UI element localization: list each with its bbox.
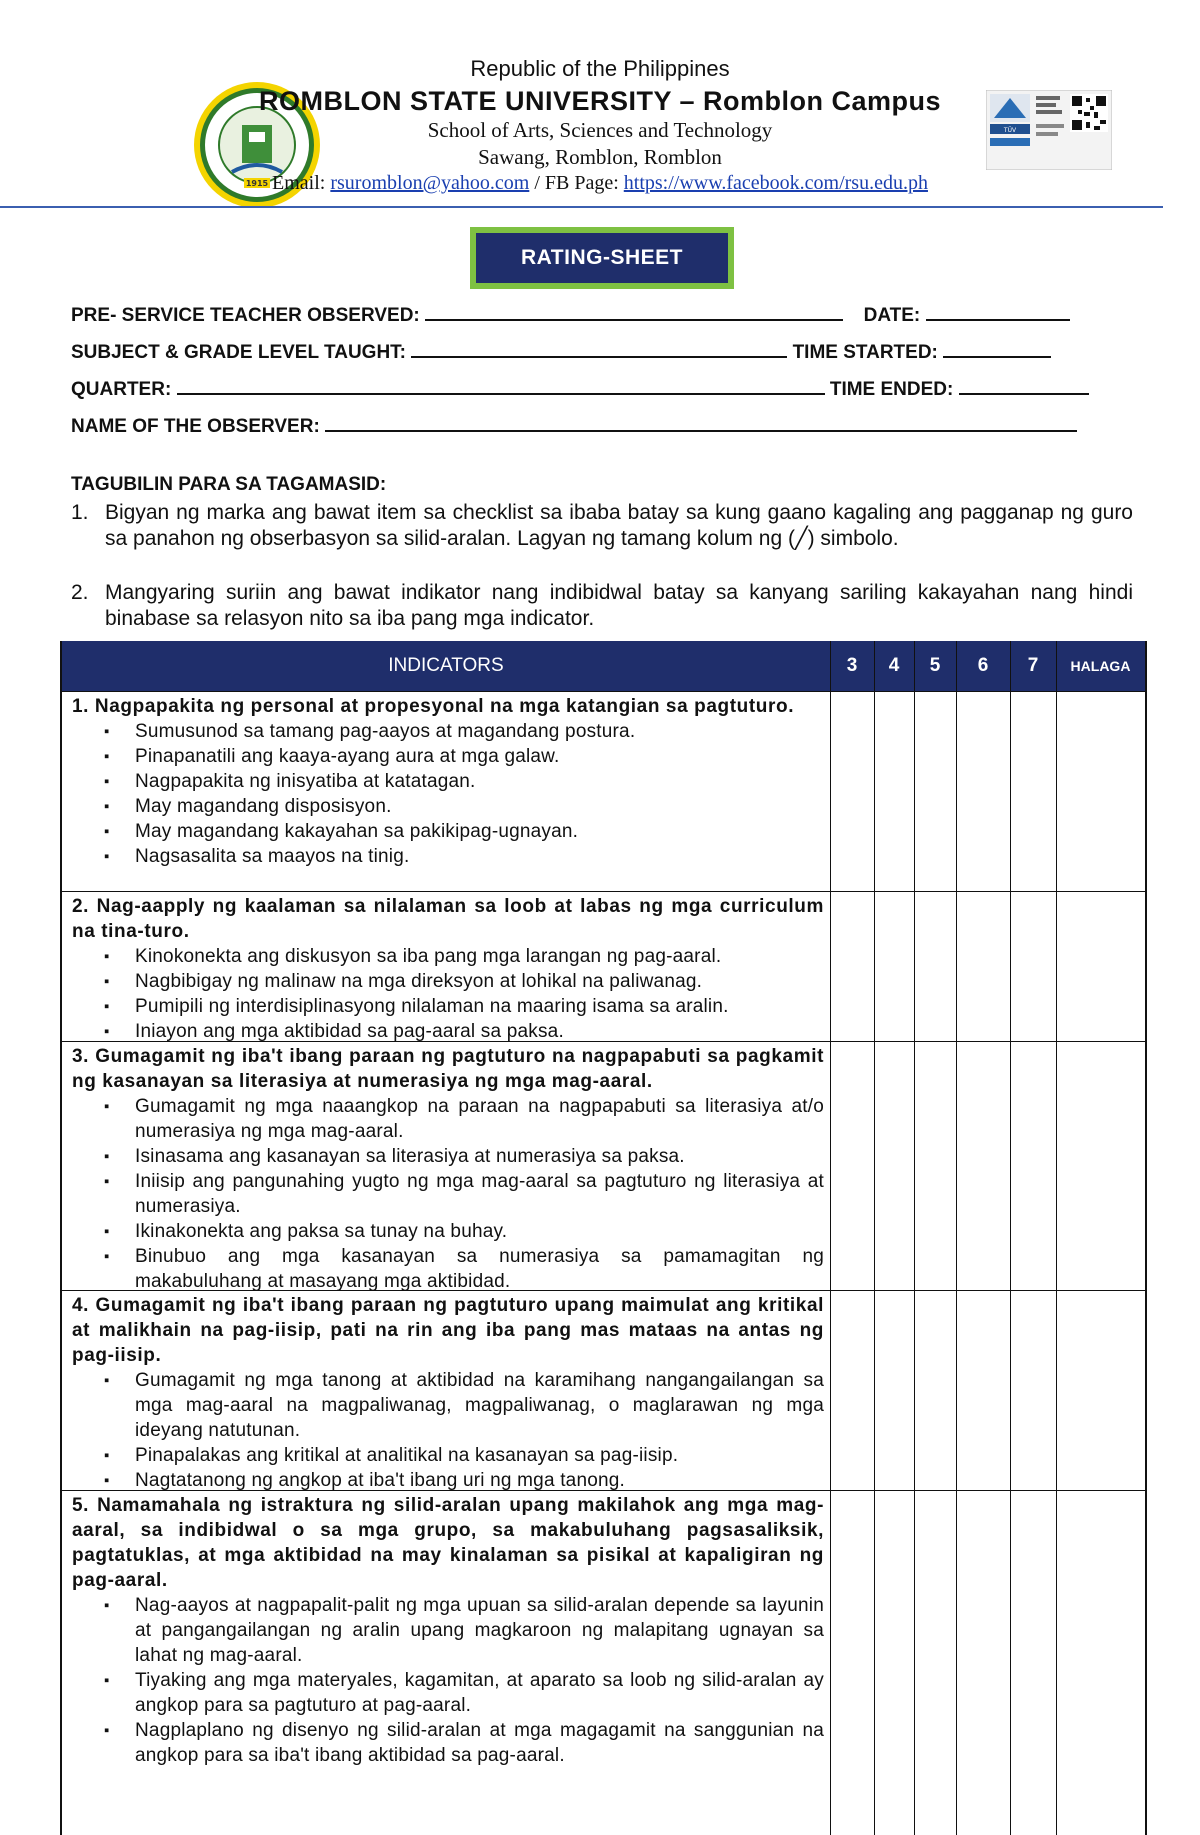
- indicator-item: ▪ Nag-aayos at nagpapalit-palit ng mga upuan sa silid-aralan depende sa layunin at pangangailangan ng aralin upang magkaroon ng malapitang ugnayan sa lahat ng mag-aaral.: [72, 1593, 824, 1668]
- indicator-title: 3. Gumagamit ng iba't ibang paraan ng pagtuturo na nagpapabuti sa pagkamit ng kasanayan sa literasiya at numerasiya ng mga mag-aaral.: [72, 1046, 824, 1092]
- header-score-7: 7: [1027, 655, 1039, 676]
- time-ended-blank[interactable]: [959, 375, 1089, 395]
- svg-text:1915: 1915: [245, 179, 269, 188]
- column-divider: [956, 641, 957, 1835]
- indicator-list: [72, 719, 824, 869]
- indicator-list: [72, 1094, 824, 1294]
- rating-sheet-title-box: [470, 227, 734, 289]
- indicator-title: 1. Nagpapakita ng personal at propesyonal na mga katangian sa pagtuturo.: [72, 696, 795, 717]
- column-divider: [1056, 641, 1057, 1835]
- teacher-blank[interactable]: [425, 301, 843, 321]
- quarter-label: QUARTER:: [71, 379, 172, 400]
- column-divider: [830, 641, 831, 1835]
- field-row-quarter: [71, 375, 1131, 401]
- column-divider: [1010, 641, 1011, 1835]
- indicator-title: 4. Gumagamit ng iba't ibang paraan ng pagtuturo upang maimulat ang kritikal at malikhain na pag-iisip, pati na rin ang iba pang mas mataas na antas ng pag-iisip.: [72, 1295, 824, 1366]
- date-blank[interactable]: [926, 301, 1070, 321]
- iso-certification-badge: [986, 90, 1112, 170]
- subject-label: SUBJECT & GRADE LEVEL TAUGHT:: [71, 342, 406, 363]
- indicator-title: 5. Namamahala ng istraktura ng silid-aralan upang makilahok ang mga mag-aaral, sa indibidwal o sa mga grupo, sa makabuluhang pagsasaliksik, pagtatuklas, at mga aktibidad na may kinalaman sa pisikal at kapaligiran ng pag-aaral.: [72, 1495, 824, 1591]
- header-score-5: 5: [929, 655, 941, 676]
- indicator-item: ▪ Sumusunod sa tamang pag-aayos at magandang postura.: [72, 719, 824, 744]
- table-header-row: [62, 641, 1145, 691]
- indicator-row-3: [72, 1044, 824, 1294]
- indicator-item: ▪ May magandang kakayahan sa pakikipag-ugnayan.: [72, 819, 824, 844]
- instruction-item: [71, 500, 1133, 552]
- time-started-blank[interactable]: [943, 338, 1051, 358]
- subject-blank[interactable]: [411, 338, 787, 358]
- column-divider: [914, 641, 915, 1835]
- contact-line: [0, 172, 1200, 195]
- indicator-item: ▪ Binubuo ang mga kasanayan sa numerasiya sa pamamagitan ng makabuluhang at masayang mga aktibidad.: [72, 1244, 824, 1294]
- indicator-list: [72, 1368, 824, 1493]
- instruction-item: [71, 580, 1133, 632]
- indicator-item: ▪ Gumagamit ng mga tanong at aktibidad na karamihang nangangailangan sa mga mag-aaral na magpaliwanag, magpaliwanag, o maglarawan ng mga ideyang natutunan.: [72, 1368, 824, 1443]
- field-row-subject: [71, 338, 1131, 364]
- instruction-text: Mangyaring suriin ang bawat indikator nang indibidwal batay sa kanyang sariling kakayahan nang hindi binabase sa relasyon nito sa iba pang mga indicator.: [105, 581, 1133, 630]
- instructions-title: TAGUBILIN PARA SA TAGAMASID:: [71, 474, 387, 495]
- republic-line: Republic of the Philippines: [470, 56, 730, 81]
- indicator-item: ▪ Tiyaking ang mga materyales, kagamitan, at aparato sa loob ng silid-aralan ay angkop para sa pagtuturo at pag-aaral.: [72, 1668, 824, 1718]
- row-divider: [62, 691, 1145, 692]
- indicator-row-4: [72, 1293, 824, 1493]
- header-score-6: 6: [977, 655, 989, 676]
- indicator-row-1: [72, 694, 824, 869]
- column-divider: [874, 641, 875, 1835]
- indicator-title: 2. Nag-aapply ng kaalaman sa nilalaman sa loob at labas ng mga curriculum na tina-turo.: [72, 896, 824, 942]
- indicator-item: ▪ Ikinakonekta ang paksa sa tunay na buhay.: [72, 1219, 824, 1244]
- indicator-item: ▪ Pinapanatili ang kaaya-ayang aura at mga galaw.: [72, 744, 824, 769]
- indicator-item: ▪ Iniisip ang pangunahing yugto ng mga mag-aaral sa pagtuturo ng literasiya at numerasiya.: [72, 1169, 824, 1219]
- indicator-item: ▪ May magandang disposisyon.: [72, 794, 824, 819]
- university-name: ROMBLON STATE UNIVERSITY – Romblon Campus: [258, 86, 942, 116]
- indicator-item: ▪ Iniayon ang mga aktibidad sa pag-aaral sa paksa.: [72, 1019, 824, 1044]
- indicator-list: [72, 944, 824, 1044]
- indicator-list: [72, 1593, 824, 1768]
- indicator-row-2: [72, 894, 824, 1044]
- indicator-item: ▪ Nagtatanong ng angkop at iba't ibang uri ng mga tanong.: [72, 1468, 824, 1493]
- instruction-number: 1.: [71, 501, 89, 524]
- header-score-4: 4: [888, 655, 900, 676]
- school-address: Sawang, Romblon, Romblon: [478, 145, 722, 169]
- indicator-item: ▪ Isinasama ang kasanayan sa literasiya at numerasiya sa paksa.: [72, 1144, 824, 1169]
- header-score-3: 3: [846, 655, 858, 676]
- instruction-number: 2.: [71, 581, 89, 604]
- observer-label: NAME OF THE OBSERVER:: [71, 416, 320, 437]
- time-started-label: TIME STARTED:: [792, 342, 938, 363]
- indicator-item: ▪ Nagbibigay ng malinaw na mga direksyon at lohikal na paliwanag.: [72, 969, 824, 994]
- facebook-link[interactable]: https://www.facebook.com/rsu.edu.ph: [623, 172, 928, 194]
- row-divider: [62, 891, 1145, 892]
- field-row-teacher: [71, 301, 1131, 327]
- fb-label: / FB Page:: [529, 172, 624, 194]
- indicator-item: ▪ Gumagamit ng mga naaangkop na paraan na nagpapabuti sa literasiya at/o numerasiya ng mga mag-aaral.: [72, 1094, 824, 1144]
- teacher-label: PRE- SERVICE TEACHER OBSERVED:: [71, 305, 420, 326]
- quarter-blank[interactable]: [177, 375, 825, 395]
- header-divider: [0, 206, 1163, 208]
- instruction-text: Bigyan ng marka ang bawat item sa checklist sa ibaba batay sa kung gaano kagaling ang pagganap ng guro sa panahon ng obserbasyon sa silid-aralan. Lagyan ng tamang kolum ng (╱) simbolo.: [105, 501, 1133, 550]
- rating-sheet-title: RATING-SHEET: [476, 233, 728, 283]
- time-ended-label: TIME ENDED:: [829, 379, 954, 400]
- field-row-observer: [71, 412, 1131, 438]
- school-name: School of Arts, Sciences and Technology: [427, 118, 773, 142]
- indicator-row-5: [72, 1493, 824, 1768]
- indicator-item: ▪ Pinapalakas ang kritikal at analitikal na kasanayan sa pag-iisip.: [72, 1443, 824, 1468]
- date-label: DATE:: [863, 305, 921, 326]
- indicator-item: ▪ Kinokonekta ang diskusyon sa iba pang mga larangan ng pag-aaral.: [72, 944, 824, 969]
- letterhead: [0, 0, 1200, 210]
- email-label: Email:: [272, 172, 331, 194]
- indicator-item: ▪ Nagplaplano ng disenyo ng silid-aralan at mga magagamit na sanggunian na angkop para sa iba't ibang aktibidad sa pag-aaral.: [72, 1718, 824, 1768]
- svg-text:TÜV: TÜV: [1003, 127, 1017, 134]
- indicator-item: ▪ Nagsasalita sa maayos na tinig.: [72, 844, 824, 869]
- indicator-item: ▪ Nagpapakita ng inisyatiba at katatagan.: [72, 769, 824, 794]
- email-link[interactable]: rsuromblon@yahoo.com: [330, 172, 530, 194]
- indicators-table: [60, 641, 1147, 1835]
- observer-blank[interactable]: [325, 412, 1077, 432]
- header-halaga: HALAGA: [1070, 658, 1131, 674]
- indicator-item: ▪ Pumipili ng interdisiplinasyong nilalaman na maaring isama sa aralin.: [72, 994, 824, 1019]
- header-indicators: INDICATORS: [388, 655, 504, 676]
